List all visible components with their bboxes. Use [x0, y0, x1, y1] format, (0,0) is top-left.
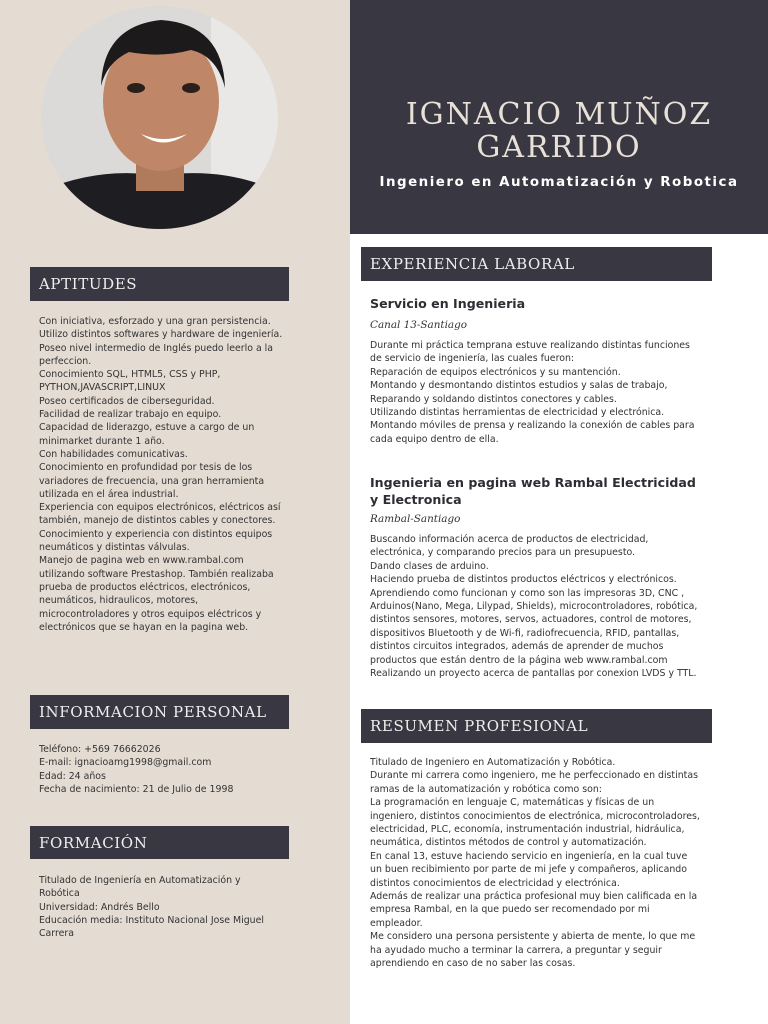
job-1-description: Durante mi práctica temprana estuve realizando distintas funciones de servicio de ingeniería, las cuales fueron: Reparación de equipos electrónicos y su mantención. Montando y desmontando distintos estudios y salas de trabajo, Reparando y soldando distintos conectores y cables. Utilizando distintas herramientas de electricidad y electrónica. Montando móviles de prensa y realizando la conexión de cables para cada equipo dentro de ella.: [370, 340, 695, 445]
job-1-place: Canal 13-Santiago: [370, 319, 467, 331]
person-name: IGNACIO MUÑOZ GARRIDO: [405, 97, 713, 165]
profile-photo: [41, 6, 278, 229]
summary-heading: RESUMEN PROFESIONAL: [361, 709, 712, 743]
job-2-description: Buscando información acerca de productos de electricidad, electrónica, y comparando precios para un presupuesto. Dando clases de arduino. Haciendo prueba de distintos productos eléctricos y electrónicos. Aprendiendo como funcionan y como son las impresoras 3D, CNC , Arduinos(Nano, Mega, Lilypad, Shields), microcontroladores, robótica, distintos sensores, motores, servos, actuadores, control de motores, dispositivos Bluetooth y de Wi-fi, radiofrecuencia, RFID, pantallas, distintos circuitos integrados, además de aprender de muchos productos que están dentro de la página web www.rambal.com Realizando un proyecto acerca de pantallas por conexion LVDS y TTL.: [370, 534, 698, 680]
education-heading: FORMACIÓN: [30, 826, 289, 859]
personal-info-text: Teléfono: +569 76662026 E-mail: ignacioamg1998@gmail.com Edad: 24 años Fecha de nacimiento: 21 de Julio de 1998: [39, 744, 234, 795]
experience-heading: EXPERIENCIA LABORAL: [361, 247, 712, 281]
summary-text: Titulado de Ingeniero en Automatización y Robótica. Durante mi carrera como ingeniero, me he perfeccionado en distintas ramas de la automatización y robótica como son: La programación en lenguaje C, matemáticas y físicas de un ingeniero, distintos conocimientos de electrónica, microcontroladores, electricidad, PLC, economía, instrumentación industrial, hidráulica, neumática, distintos métodos de control y automatización. En canal 13, estuve haciendo servicio en ingeniería, en la cual tuve un buen recibimiento por parte de mi jefe y compañeros, aplicando distintos conocimientos de electricidad y electrónica. Además de realizar una práctica profesional muy bien calificada en la empresa Rambal, en la que puedo ser recomendado por mi empleador. Me considero una persona persistente y abierta de mente, lo que me ha ayudado mucho a terminar la carrera, a preguntar y seguir aprendiendo en caso de no saber las cosas.: [370, 757, 700, 970]
aptitudes-heading: APTITUDES: [30, 267, 289, 301]
education-text: Titulado de Ingeniería en Automatización y Robótica Universidad: Andrés Bello Educación media: Instituto Nacional Jose Miguel Carrera: [39, 875, 264, 940]
job-title: Ingeniero en Automatización y Robotica: [379, 175, 739, 190]
job-2-title: Ingenieria en pagina web Rambal Electricidad y Electronica: [370, 475, 696, 507]
job-2-place: Rambal-Santiago: [370, 513, 461, 525]
aptitudes-text: Con iniciativa, esforzado y una gran persistencia. Utilizo distintos softwares y hardware de ingeniería. Poseo nivel intermedio de Inglés puedo leerlo a la perfeccion. Conocimiento SQL, HTML5, CSS y PHP, PYTHON,JAVASCRIPT,LINUX Poseo certificados de ciberseguridad. Facilidad de realizar trabajo en equipo. Capacidad de liderazgo, estuve a cargo de un minimarket durante 1 año. Con habilidades comunicativas. Conocimiento en profundidad por tesis de los variadores de frecuencia, una gran herramienta utilizada en el área industrial. Experiencia con equipos electrónicos, eléctricos así también, manejo de distintos cables y conectores. Conocimiento y experiencia con distintos equipos neumáticos y distintas válvulas. Manejo de pagina web en www.rambal.com utilizando software Prestashop. También realizaba prueba de productos eléctricos, electrónicos, neumáticos, hidraulicos, motores, microcontroladores y otros equipos eléctricos y electrónicos que se hayan en la pagina web.: [39, 316, 283, 633]
personal-info-heading: INFORMACION PERSONAL: [30, 695, 289, 729]
job-1-title: Servicio en Ingenieria: [370, 296, 526, 311]
